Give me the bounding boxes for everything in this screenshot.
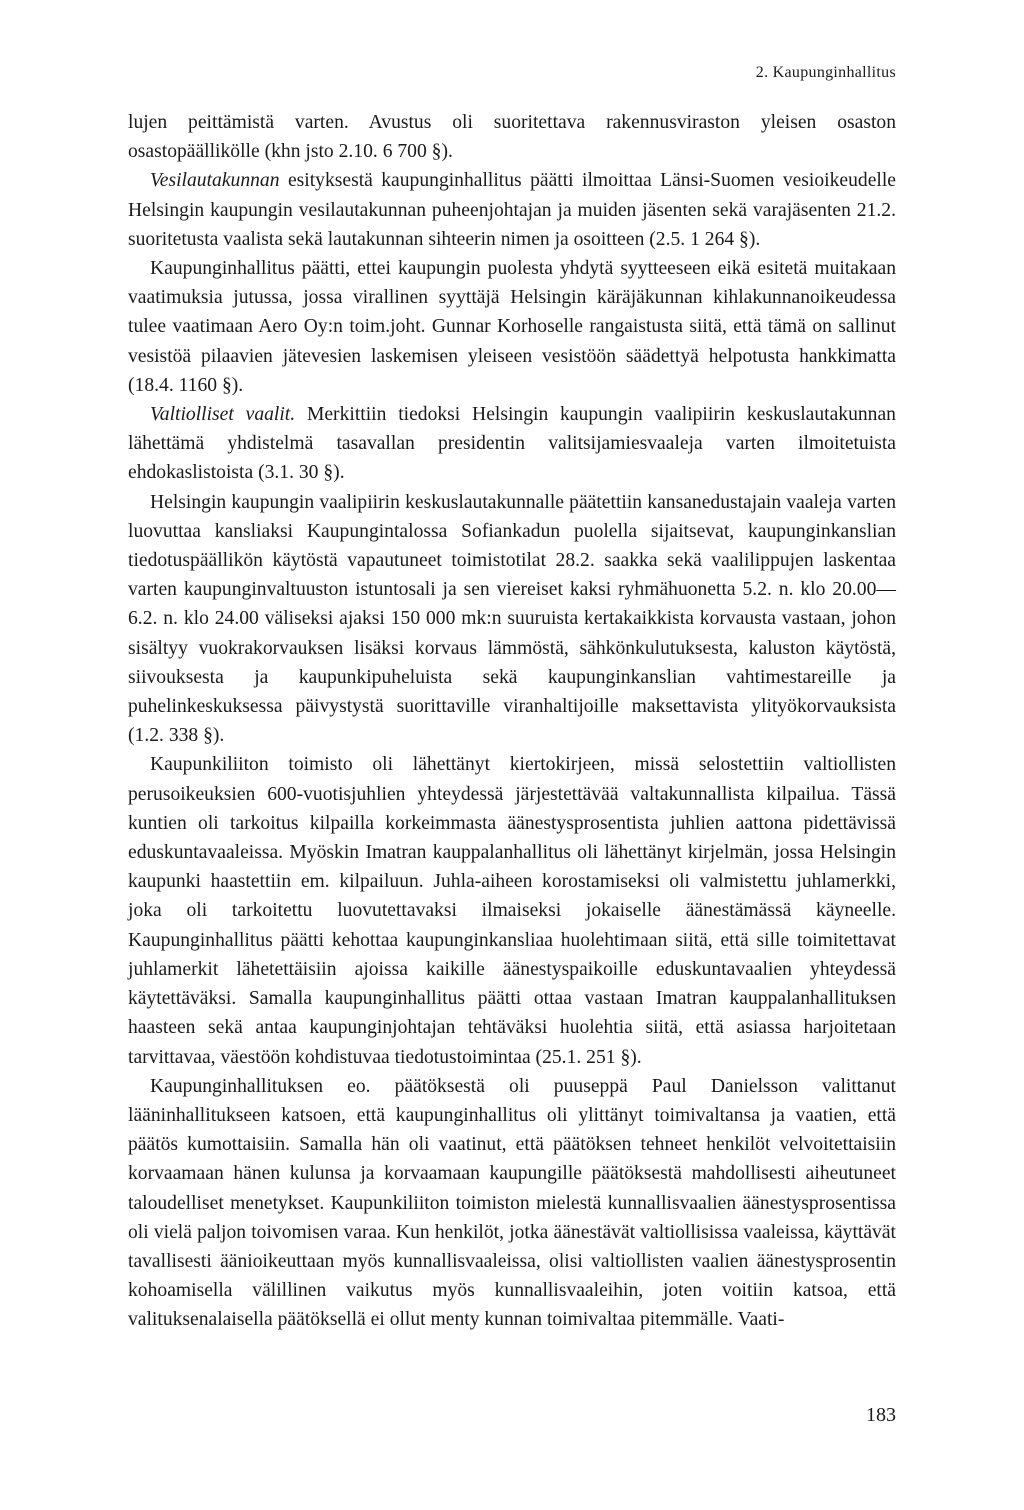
paragraph-7 [128, 1072, 896, 1335]
paragraph-5 [128, 488, 896, 751]
paragraph-2 [128, 166, 896, 254]
paragraph-text: Merkittiin tiedoksi Helsingin kaupungin vaalipiirin keskuslautakunnan lähettämä yhdistelmä tasavallan presidentin valitsijamiesvaaleja varten ilmoitetuista ehdokaslistoista (3.1. 30 §). [128, 404, 896, 484]
paragraph-1 [128, 108, 896, 166]
paragraph-text: esityksestä kaupunginhallitus päätti ilmoittaa Länsi-Suomen vesioikeudelle Helsingin kaupungin vesilautakunnan puheenjohtajan ja muiden jäsenten sekä varajäsenten 21.2. suoritetusta vaalista sekä lautakunnan sihteerin nimen ja osoitteen (2.5. 1 264 §). [128, 170, 896, 250]
paragraph-3 [128, 254, 896, 400]
paragraph-4 [128, 400, 896, 488]
paragraph-text: Kaupunginhallitus päätti, ettei kaupungin puolesta yhdytä syytteeseen eikä esitetä muitakaan vaatimuksia jutussa, jossa virallinen syyttäjä Helsingin käräjäkunnan kihlakunnanoikeudessa tulee vaatimaan Aero Oy:n toim.joht. Gunnar Korhoselle rangaistusta siitä, että tämä on sallinut vesistöä pilaavien jätevesien laskemisen yleiseen vesistöön säädettyä helpotusta hankkimatta (18.4. 1160 §). [128, 258, 896, 396]
paragraph-lead-italic: Vesilautakunnan [150, 170, 280, 192]
paragraph-6 [128, 750, 896, 1071]
paragraph-text: Kaupunginhallituksen eo. päätöksestä oli puuseppä Paul Danielsson valittanut lääninhallitukseen katsoen, että kaupunginhallitus oli ylittänyt toimivaltansa ja vaatien, että päätös kumottaisiin. Samalla hän oli vaatinut, että päätöksen tehneet henkilöt velvoitettaisiin korvaamaan hänen kulunsa ja korvaamaan kaupungille päätöksestä mahdollisesti aiheutuneet taloudelliset menetykset. Kaupunkiliiton toimiston mielestä kunnallisvaalien äänestysprosentissa oli vielä paljon toivomisen varaa. Kun henkilöt, jotka äänestävät valtiollisissa vaaleissa, käyttävät tavallisesti äänioikeuttaan myös kunnallisvaaleissa, olisi valtiollisten vaalien äänestysprosentin kohoamisella välillinen vaikutus myös kunnallisvaaleihin, joten voitiin katsoa, että valituksenalaisella päätöksellä ei ollut menty kunnan toimivaltaa pitemmälle. Vaati- [128, 1075, 896, 1331]
page-number: 183 [866, 1404, 896, 1426]
paragraph-text: Kaupunkiliiton toimisto oli lähettänyt kiertokirjeen, missä selostettiin valtiollisten perusoikeuksien 600-vuotisjuhlien yhteydessä järjestettävää valtakunnallista kilpailua. Tässä kuntien oli tarkoitus kilpailla korkeimmasta äänestysprosentista juhlien aattona pidettävissä eduskuntavaaleissa. Myöskin Imatran kauppalanhallitus oli lähettänyt kirjelmän, jossa Helsingin kaupunki haastettiin em. kilpailuun. Juhla-aiheen korostamiseksi oli valmistettu juhlamerkki, joka oli tarkoitettu luovutettavaksi ilmaiseksi jokaiselle äänestämässä käyneelle. Kaupunginhallitus päätti kehottaa kaupunginkansliaa huolehtimaan siitä, että sille toimitettavat juhlamerkit lähetettäisiin ajoissa kaikille äänestyspaikoille eduskuntavaalien yhteydessä käytettäväksi. Samalla kaupunginhallitus päätti ottaa vastaan Imatran kauppalanhallituksen haasteen sekä antaa kaupunginjohtajan tehtäväksi huolehtia siitä, että asiassa harjoitetaan tarvittavaa, väestöön kohdistuvaa tiedotustoimintaa (25.1. 251 §). [128, 754, 896, 1068]
paragraph-lead-italic: Valtiolliset vaalit. [150, 404, 296, 426]
paragraph-text: Helsingin kaupungin vaalipiirin keskuslautakunnalle päätettiin kansanedustajain vaaleja varten luovuttaa kansliaksi Kaupungintalossa Sofiankadun puolella sijaitsevat, kaupunginkanslian tiedotuspäällikön käytöstä vapautuneet toimistotilat 28.2. saakka sekä vaalilippujen laskentaa varten kaupunginvaltuuston istuntosali ja sen viereiset kaksi ryhmähuonetta 5.2. n. klo 20.00—6.2. n. klo 24.00 väliseksi ajaksi 150 000 mk:n suuruista kertakaikkista korvausta vastaan, johon sisältyy vuokrakorvauksen lisäksi korvaus lämmöstä, sähkönkulutuksesta, kaluston käytöstä, siivouksesta ja kaupunkipuheluista sekä kaupunginkanslian vahtimestareille ja puhelinkeskuksessa päivystystä suorittaville viranhaltijoille maksettavista ylityökorvauksista (1.2. 338 §). [128, 491, 896, 747]
body-text [128, 108, 896, 1335]
paragraph-text: lujen peittämistä varten. Avustus oli suoritettava rakennusviraston yleisen osaston osastopäällikölle (khn jsto 2.10. 6 700 §). [128, 112, 896, 163]
running-header: 2. Kaupunginhallitus [755, 64, 896, 81]
